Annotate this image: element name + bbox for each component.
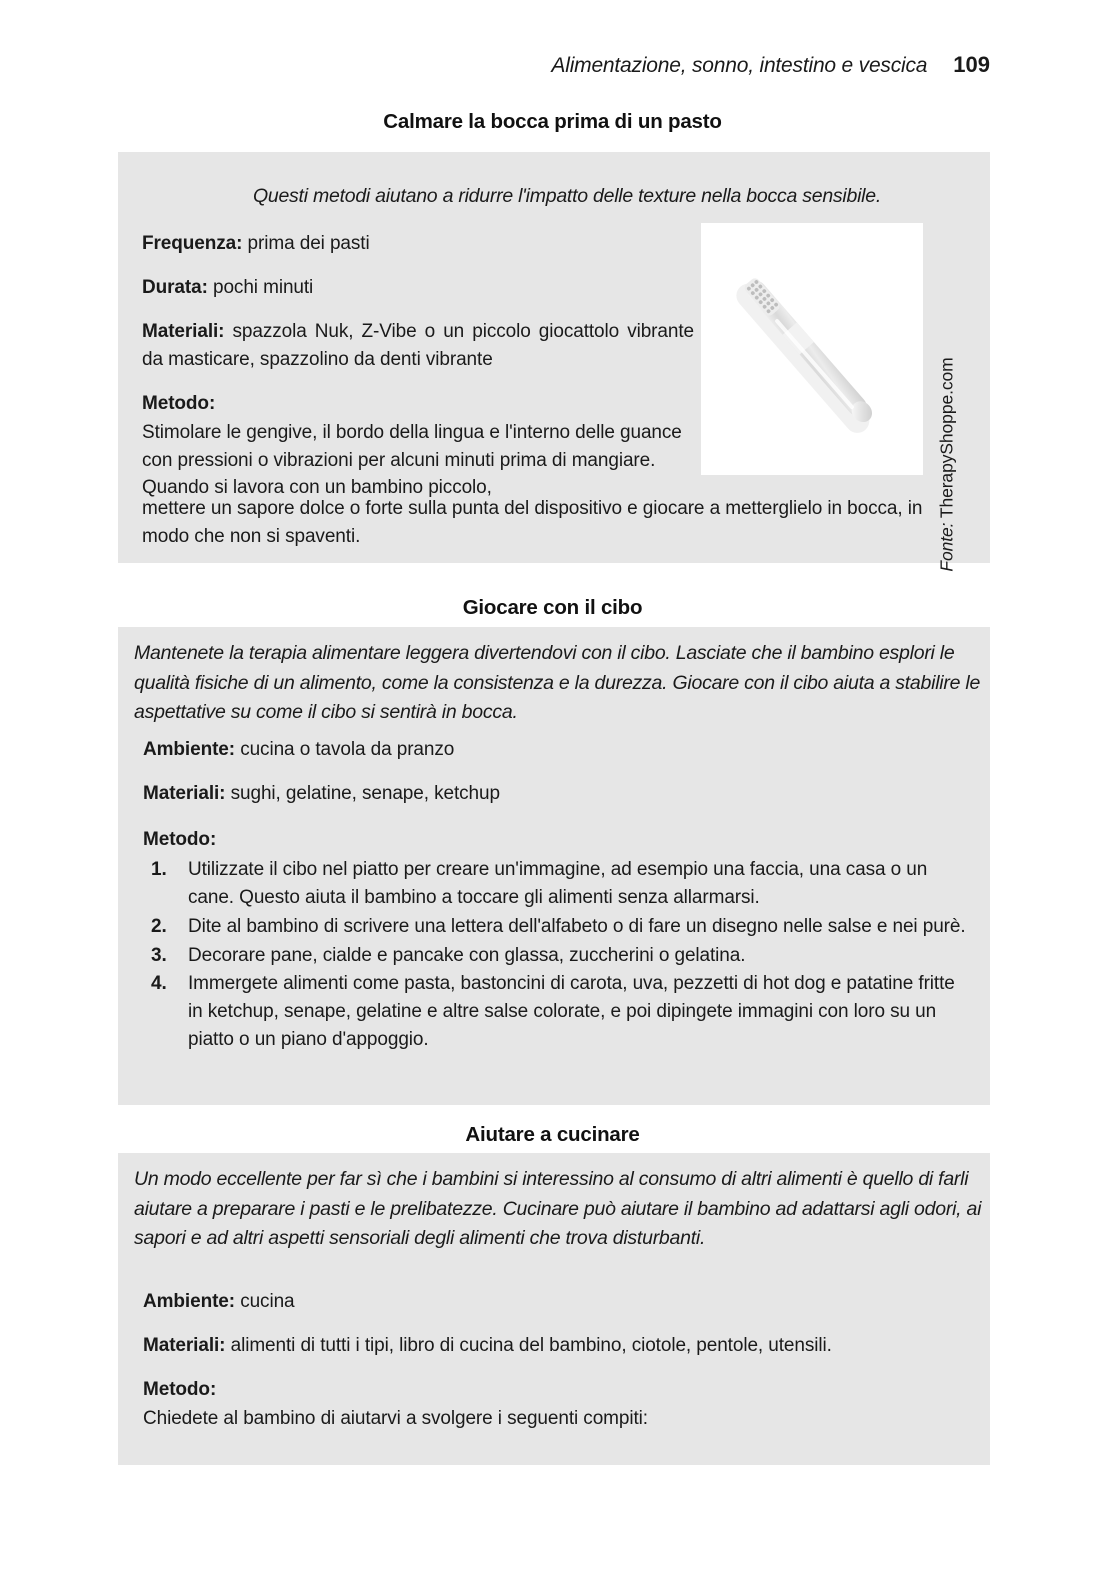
field-materiali (142, 318, 694, 374)
field-durata (142, 274, 694, 302)
field-metodo-text-wide: mettere un sapore dolce o forte sulla punta del dispositivo e giocare a metterglielo in bocca, in modo che non si spaventi. (142, 498, 923, 547)
field-materiali-label: Materiali: (143, 782, 226, 804)
field-frequenza-value: prima dei pasti (247, 233, 370, 254)
list-item: Dite al bambino di scrivere una lettera dell'alfabeto o di fare un disegno nelle salse e nei purè. (188, 915, 966, 937)
section-3-field-column (143, 1288, 973, 1433)
page-number: 109 (953, 52, 990, 77)
method-steps-list (143, 856, 973, 1054)
vibrating-toothbrush-icon (701, 223, 923, 475)
field-durata-label: Durata: (142, 276, 208, 298)
field-durata-value: pochi minuti (213, 276, 314, 298)
figure-credit (934, 223, 960, 572)
running-head (551, 52, 990, 78)
field-ambiente (143, 1288, 973, 1316)
field-materiali-value: spazzola Nuk, Z-Vibe o un piccolo giocattolo vibrante da masticare, spazzolino da denti vibrante (142, 320, 694, 370)
section-2-field-column (143, 736, 973, 1055)
field-materiali-value: alimenti di tutti i tipi, libro di cucina del bambino, ciotole, pentole, utensili. (230, 1334, 832, 1356)
section-box-calmare-la-bocca (118, 152, 990, 572)
section-1-intro: Questi metodi aiutano a ridurre l'impatto delle texture nella bocca sensibile. (252, 185, 882, 207)
list-item: Decorare pane, cialde e pancake con glassa, zuccherini o gelatina. (188, 944, 746, 966)
field-materiali-label: Materiali: (142, 320, 225, 342)
field-ambiente-label: Ambiente: (143, 739, 235, 760)
field-frequenza (142, 230, 694, 258)
field-ambiente-value: cucina (240, 1291, 295, 1312)
field-metodo-label: Metodo: (142, 392, 216, 414)
field-ambiente (143, 736, 973, 764)
figure-credit-prefix: Fonte: (936, 522, 957, 572)
section-heading-giocare-con-il-cibo: Giocare con il cibo (462, 596, 643, 619)
section-box-giocare-con-il-cibo (118, 627, 990, 1105)
field-materiali (143, 780, 973, 808)
field-metodo-label: Metodo: (143, 1378, 217, 1400)
field-ambiente-label: Ambiente: (143, 1291, 235, 1312)
running-head-title: Alimentazione, sonno, intestino e vescica (551, 54, 928, 77)
section-box-aiutare-a-cucinare (118, 1153, 990, 1465)
section-heading-aiutare-a-cucinare: Aiutare a cucinare (465, 1123, 640, 1146)
field-frequenza-label: Frequenza: (142, 233, 243, 254)
field-materiali-label: Materiali: (143, 1334, 226, 1356)
field-metodo-text: Chiedete al bambino di aiutarvi a svolgere i seguenti compiti: (143, 1407, 648, 1429)
section-1-field-column (142, 230, 694, 502)
figure-credit-source: TherapyShoppe.com (936, 357, 957, 519)
field-ambiente-value: cucina o tavola da pranzo (240, 739, 455, 760)
figure-vibrating-toothbrush (701, 223, 923, 475)
field-metodo-text-narrow: Stimolare le gengive, il bordo della lingua e l'interno delle guance con pressioni o vibrazioni per alcuni minuti prima di mangiare. Quando si lavora con un bambino piccolo, (142, 421, 682, 499)
list-item: Immergete alimenti come pasta, bastoncini di carota, uva, pezzetti di hot dog e patatine fritte in ketchup, senape, gelatine e altre salse colorate, e poi dipingete immagini con loro su un piatto o un piano d'appoggio. (188, 973, 955, 1051)
field-metodo-label: Metodo: (143, 828, 217, 850)
section-3-intro: Un modo eccellente per far sì che i bambini si interessino al consumo di altri alimenti è quello di farli aiutare a preparare i pasti e le prelibatezze. Cucinare può aiutare il bambino ad adattarsi agli odori, ai sapori e ad altri aspetti sensoriali degli alimenti che trova disturbanti. (134, 1168, 982, 1250)
field-materiali (143, 1332, 973, 1360)
section-heading-calmare-la-bocca: Calmare la bocca prima di un pasto (383, 110, 722, 133)
section-2-intro: Mantenete la terapia alimentare leggera divertendovi con il cibo. Lasciate che il bambino esplori le qualità fisiche di un alimento, come la consistenza e la durezza. Giocare con il cibo aiuta a stabilire le aspettative su come il cibo si sentirà in bocca. (134, 642, 981, 724)
list-item: Utilizzate il cibo nel piatto per creare un'immagine, ad esempio una faccia, una casa o un cane. Questo aiuta il bambino a toccare gli alimenti senza allarmarsi. (188, 858, 928, 908)
field-materiali-value: sughi, gelatine, senape, ketchup (230, 782, 500, 804)
